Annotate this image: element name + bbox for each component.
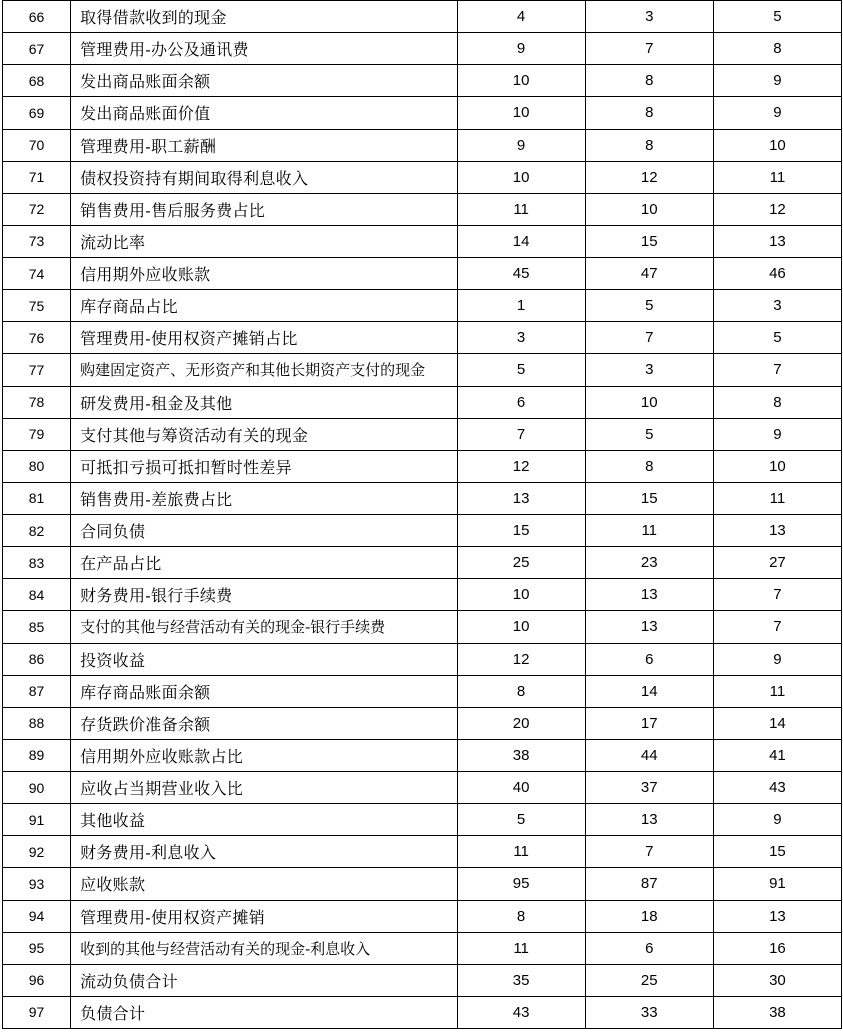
table-row [3,386,842,418]
value-cell-2: 47 [585,258,713,290]
table-row [3,97,842,129]
table-row [3,450,842,482]
value-cell-3: 10 [713,450,841,482]
row-number-cell: 97 [3,996,71,1028]
row-number-cell: 68 [3,65,71,97]
value-cell-3: 9 [713,804,841,836]
value-cell-1: 40 [457,772,585,804]
table-row [3,354,842,386]
value-cell-2: 3 [585,354,713,386]
table-row [3,225,842,257]
value-cell-2: 12 [585,161,713,193]
value-cell-1: 1 [457,290,585,322]
value-cell-3: 9 [713,65,841,97]
row-number-cell: 93 [3,868,71,900]
item-name-cell: 其他收益 [71,804,457,836]
item-name-cell: 可抵扣亏损可抵扣暂时性差异 [71,450,457,482]
row-number-cell: 74 [3,258,71,290]
table-row [3,258,842,290]
value-cell-3: 13 [713,225,841,257]
item-name-cell: 信用期外应收账款 [71,258,457,290]
row-number-cell: 73 [3,225,71,257]
value-cell-1: 11 [457,193,585,225]
value-cell-1: 11 [457,836,585,868]
value-cell-1: 7 [457,418,585,450]
value-cell-2: 87 [585,868,713,900]
item-name-cell: 债权投资持有期间取得利息收入 [71,161,457,193]
row-number-cell: 75 [3,290,71,322]
data-table [2,0,842,1029]
item-name-cell: 收到的其他与经营活动有关的现金-利息收入 [71,932,457,964]
item-name-cell: 应收占当期营业收入比 [71,772,457,804]
row-number-cell: 71 [3,161,71,193]
item-name-cell: 取得借款收到的现金 [71,1,457,33]
value-cell-2: 18 [585,900,713,932]
value-cell-2: 7 [585,33,713,65]
value-cell-2: 8 [585,65,713,97]
row-number-cell: 79 [3,418,71,450]
row-number-cell: 72 [3,193,71,225]
table-row [3,65,842,97]
value-cell-2: 13 [585,579,713,611]
table-row [3,322,842,354]
table-row [3,964,842,996]
value-cell-2: 7 [585,322,713,354]
row-number-cell: 70 [3,129,71,161]
row-number-cell: 82 [3,515,71,547]
value-cell-3: 91 [713,868,841,900]
table-row [3,515,842,547]
value-cell-1: 43 [457,996,585,1028]
table-row [3,129,842,161]
value-cell-1: 10 [457,161,585,193]
value-cell-1: 10 [457,579,585,611]
row-number-cell: 67 [3,33,71,65]
value-cell-2: 15 [585,225,713,257]
row-number-cell: 69 [3,97,71,129]
value-cell-1: 45 [457,258,585,290]
row-number-cell: 85 [3,611,71,643]
value-cell-3: 13 [713,515,841,547]
value-cell-3: 11 [713,675,841,707]
value-cell-3: 9 [713,418,841,450]
value-cell-2: 23 [585,547,713,579]
table-body [3,1,842,1029]
item-name-cell: 合同负债 [71,515,457,547]
value-cell-1: 6 [457,386,585,418]
value-cell-2: 13 [585,804,713,836]
row-number-cell: 94 [3,900,71,932]
table-row [3,675,842,707]
value-cell-2: 10 [585,386,713,418]
row-number-cell: 95 [3,932,71,964]
value-cell-2: 5 [585,290,713,322]
row-number-cell: 84 [3,579,71,611]
value-cell-2: 8 [585,129,713,161]
value-cell-3: 38 [713,996,841,1028]
row-number-cell: 86 [3,643,71,675]
table-row [3,33,842,65]
item-name-cell: 发出商品账面余额 [71,65,457,97]
value-cell-1: 10 [457,65,585,97]
item-name-cell: 发出商品账面价值 [71,97,457,129]
value-cell-1: 25 [457,547,585,579]
value-cell-3: 11 [713,161,841,193]
table-row [3,836,842,868]
value-cell-3: 13 [713,900,841,932]
value-cell-3: 15 [713,836,841,868]
table-row [3,772,842,804]
value-cell-2: 3 [585,1,713,33]
value-cell-1: 10 [457,611,585,643]
row-number-cell: 77 [3,354,71,386]
value-cell-1: 8 [457,900,585,932]
row-number-cell: 90 [3,772,71,804]
value-cell-2: 37 [585,772,713,804]
value-cell-2: 10 [585,193,713,225]
value-cell-2: 6 [585,932,713,964]
value-cell-1: 11 [457,932,585,964]
table-row [3,868,842,900]
value-cell-3: 7 [713,579,841,611]
item-name-cell: 在产品占比 [71,547,457,579]
value-cell-2: 14 [585,675,713,707]
value-cell-2: 15 [585,482,713,514]
value-cell-1: 9 [457,33,585,65]
row-number-cell: 76 [3,322,71,354]
value-cell-2: 6 [585,643,713,675]
table-row [3,900,842,932]
value-cell-2: 8 [585,97,713,129]
table-row [3,418,842,450]
value-cell-1: 13 [457,482,585,514]
item-name-cell: 流动负债合计 [71,964,457,996]
row-number-cell: 78 [3,386,71,418]
item-name-cell: 流动比率 [71,225,457,257]
item-name-cell: 信用期外应收账款占比 [71,739,457,771]
value-cell-2: 44 [585,739,713,771]
value-cell-3: 7 [713,611,841,643]
value-cell-3: 30 [713,964,841,996]
item-name-cell: 负债合计 [71,996,457,1028]
table-row [3,1,842,33]
value-cell-1: 20 [457,707,585,739]
value-cell-3: 16 [713,932,841,964]
row-number-cell: 88 [3,707,71,739]
value-cell-2: 33 [585,996,713,1028]
value-cell-3: 43 [713,772,841,804]
value-cell-3: 3 [713,290,841,322]
item-name-cell: 支付的其他与经营活动有关的现金-银行手续费 [71,611,457,643]
value-cell-1: 3 [457,322,585,354]
row-number-cell: 92 [3,836,71,868]
item-name-cell: 财务费用-利息收入 [71,836,457,868]
item-name-cell: 购建固定资产、无形资产和其他长期资产支付的现金 [71,354,457,386]
value-cell-1: 4 [457,1,585,33]
value-cell-2: 25 [585,964,713,996]
value-cell-1: 95 [457,868,585,900]
value-cell-2: 17 [585,707,713,739]
value-cell-3: 27 [713,547,841,579]
table-row [3,707,842,739]
item-name-cell: 库存商品账面余额 [71,675,457,707]
value-cell-3: 14 [713,707,841,739]
row-number-cell: 89 [3,739,71,771]
row-number-cell: 83 [3,547,71,579]
value-cell-1: 15 [457,515,585,547]
item-name-cell: 管理费用-职工薪酬 [71,129,457,161]
table-row [3,643,842,675]
value-cell-1: 5 [457,354,585,386]
row-number-cell: 80 [3,450,71,482]
value-cell-2: 7 [585,836,713,868]
row-number-cell: 87 [3,675,71,707]
value-cell-3: 7 [713,354,841,386]
table-row [3,482,842,514]
value-cell-2: 13 [585,611,713,643]
table-row [3,611,842,643]
value-cell-3: 9 [713,97,841,129]
value-cell-3: 41 [713,739,841,771]
row-number-cell: 81 [3,482,71,514]
table-row [3,193,842,225]
value-cell-1: 10 [457,97,585,129]
row-number-cell: 96 [3,964,71,996]
item-name-cell: 销售费用-差旅费占比 [71,482,457,514]
item-name-cell: 管理费用-使用权资产摊销占比 [71,322,457,354]
value-cell-1: 8 [457,675,585,707]
table-row [3,290,842,322]
value-cell-3: 5 [713,322,841,354]
item-name-cell: 研发费用-租金及其他 [71,386,457,418]
value-cell-2: 11 [585,515,713,547]
value-cell-2: 8 [585,450,713,482]
value-cell-1: 5 [457,804,585,836]
value-cell-3: 11 [713,482,841,514]
value-cell-1: 12 [457,643,585,675]
table-row [3,996,842,1028]
table-row [3,739,842,771]
value-cell-1: 35 [457,964,585,996]
value-cell-3: 8 [713,33,841,65]
item-name-cell: 支付其他与筹资活动有关的现金 [71,418,457,450]
row-number-cell: 66 [3,1,71,33]
value-cell-1: 12 [457,450,585,482]
table-row [3,579,842,611]
table-row [3,161,842,193]
item-name-cell: 投资收益 [71,643,457,675]
value-cell-2: 5 [585,418,713,450]
item-name-cell: 财务费用-银行手续费 [71,579,457,611]
item-name-cell: 管理费用-使用权资产摊销 [71,900,457,932]
table-row [3,804,842,836]
item-name-cell: 库存商品占比 [71,290,457,322]
value-cell-3: 5 [713,1,841,33]
value-cell-3: 12 [713,193,841,225]
value-cell-3: 9 [713,643,841,675]
value-cell-1: 14 [457,225,585,257]
item-name-cell: 管理费用-办公及通讯费 [71,33,457,65]
item-name-cell: 应收账款 [71,868,457,900]
value-cell-3: 10 [713,129,841,161]
table-row [3,547,842,579]
value-cell-1: 38 [457,739,585,771]
row-number-cell: 91 [3,804,71,836]
value-cell-3: 8 [713,386,841,418]
table-row [3,932,842,964]
value-cell-1: 9 [457,129,585,161]
item-name-cell: 销售费用-售后服务费占比 [71,193,457,225]
value-cell-3: 46 [713,258,841,290]
item-name-cell: 存货跌价准备余额 [71,707,457,739]
